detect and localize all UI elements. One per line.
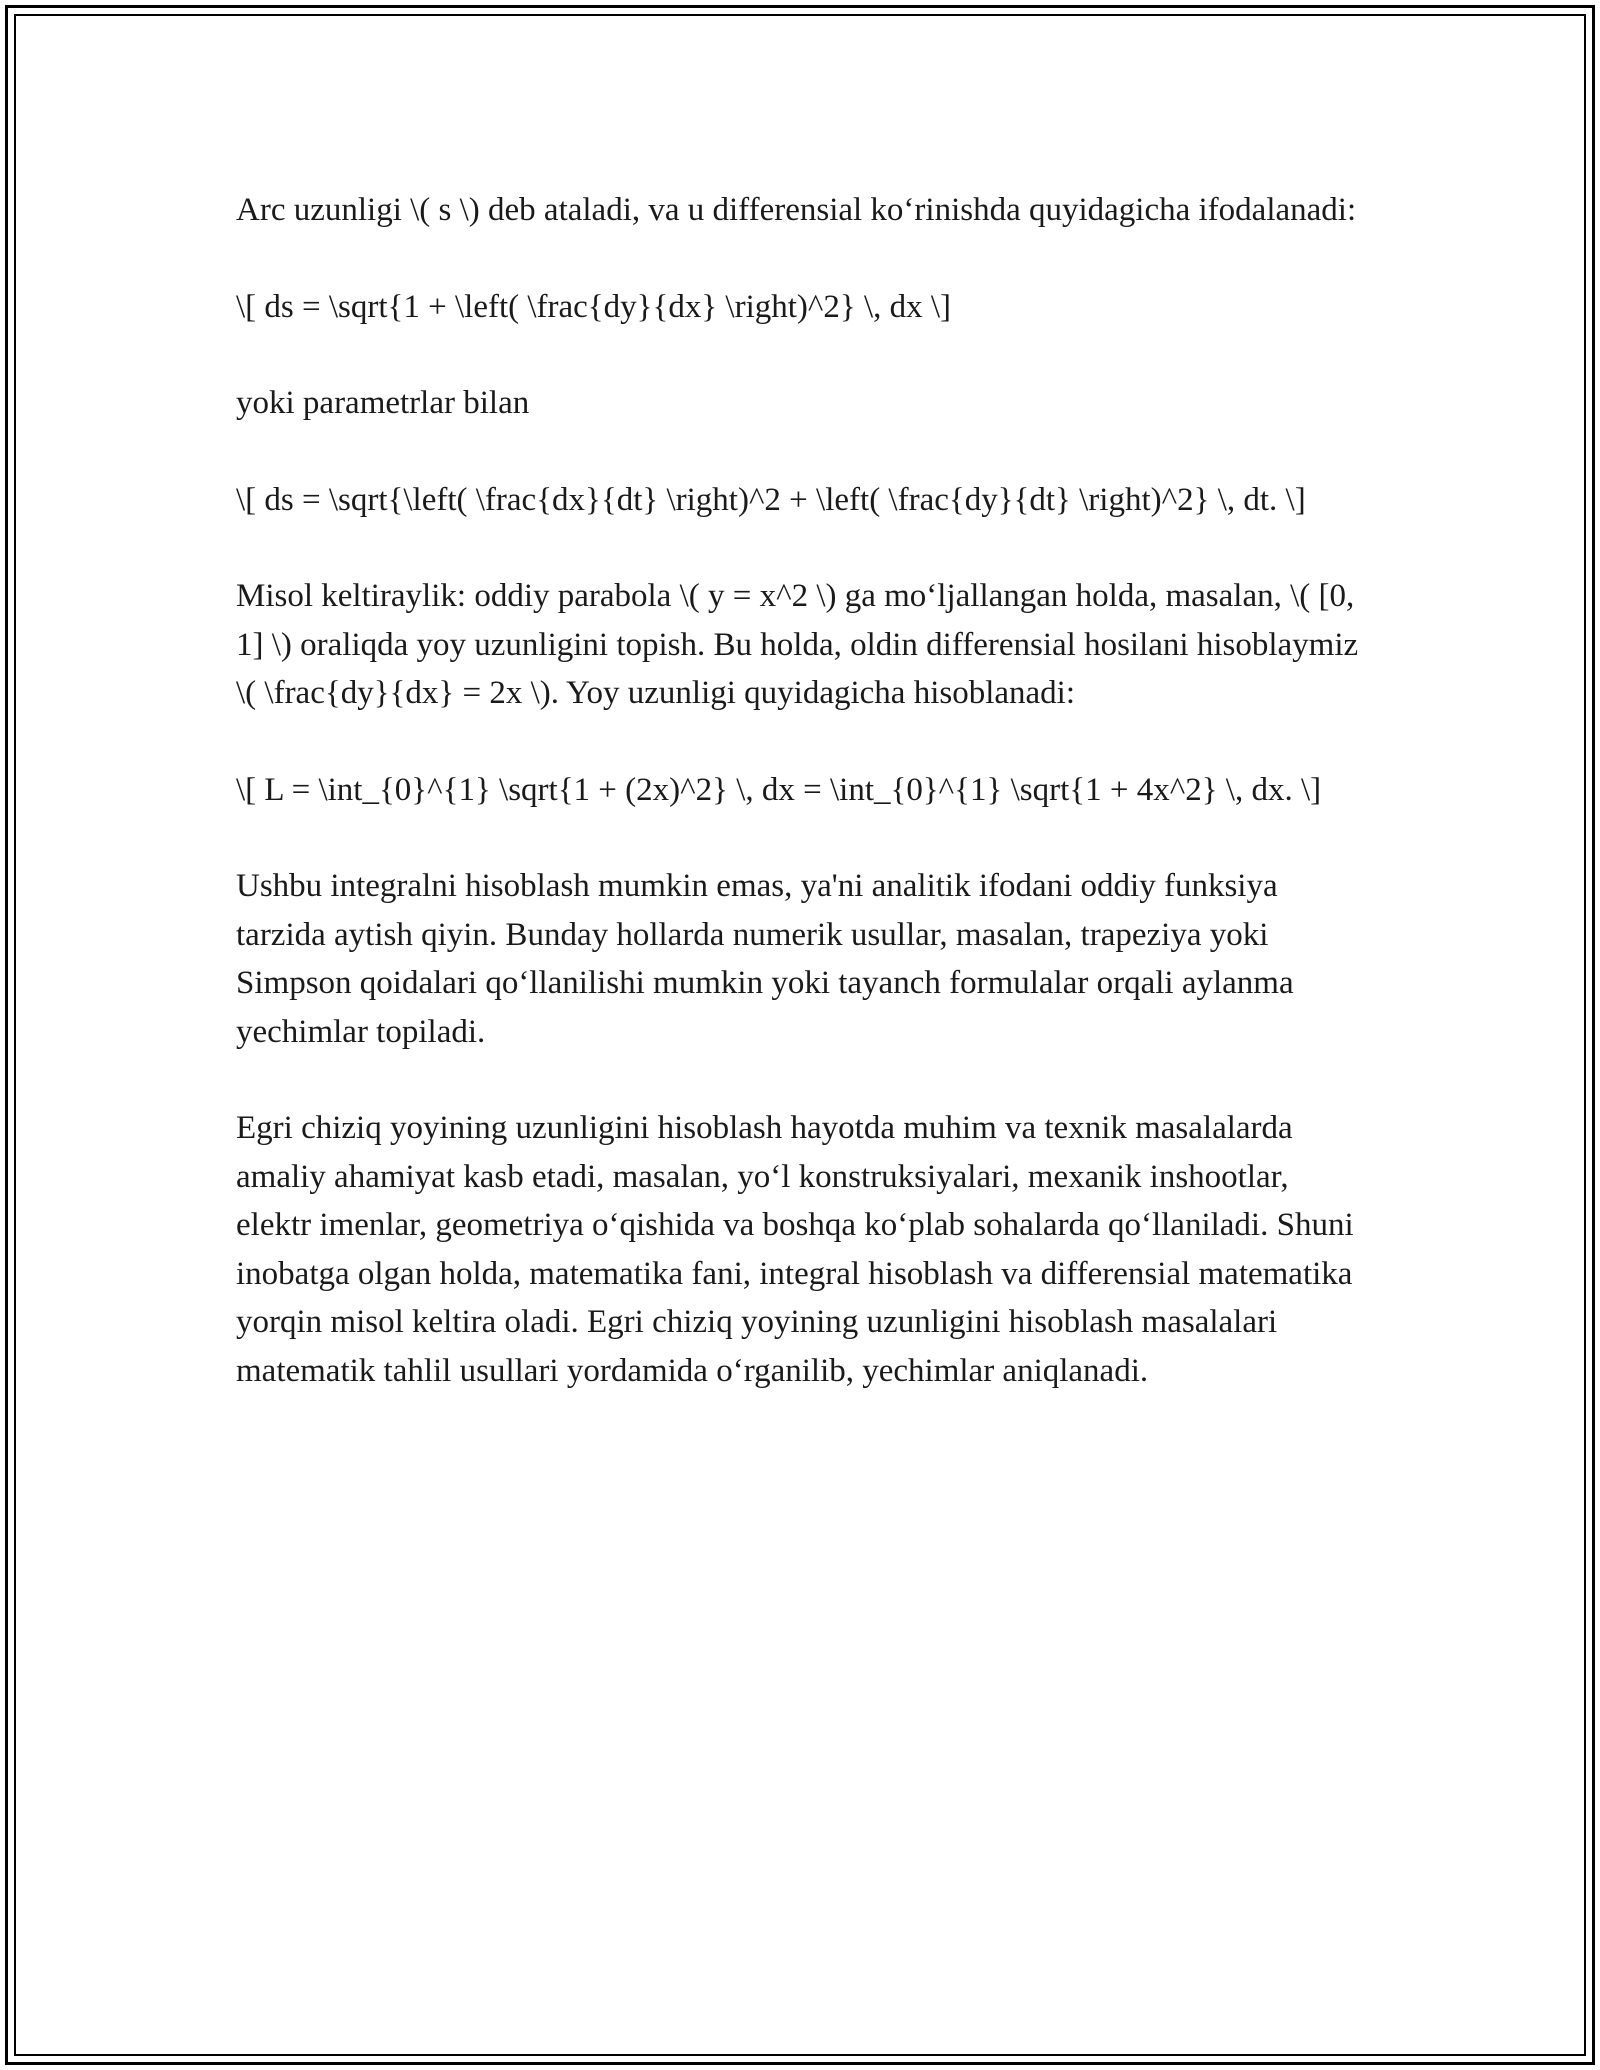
paragraph-parabola-example: Misol keltiraylik: oddiy parabola \( y = x^2 \) ga mo‘ljallangan holda, masalan, \( [0, 1] \) oraliqda yoy uzunligini topish. Bu holda, oldin differensial hosilani hisoblaymiz \( \frac{dy}{dx} = 2x \). Yoy uzunligi quyidagicha hisoblanadi: xyxy=(236,578,1359,711)
formula-arc-length-integral: \[ L = \int_{0}^{1} \sqrt{1 + (2x)^2} \, dx = \int_{0}^{1} \sqrt{1 + 4x^2} \, dx. \] xyxy=(236,771,1322,808)
paragraph-applications: Egri chiziq yoyining uzunligini hisoblash hayotda muhim va texnik masalalarda amaliy ahamiyat kasb etadi, masalan, yo‘l konstruksiyalari, mexanik inshootlar, elektr imenlar, geometriya o‘qishida va boshqa ko‘plab sohalarda qo‘llaniladi. Shuni inobatga olgan holda, matematika fani, integral hisoblash va differensial matematika yorqin misol keltira oladi. Egri chiziq yoyining uzunligini hisoblash masalalari matematik tahlil usullari yordamida o‘rganilib, yechimlar aniqlanadi. xyxy=(236,1110,1354,1389)
paragraph-parametric-intro: yoki parametrlar bilan xyxy=(236,385,530,421)
document-body xyxy=(236,186,1371,1443)
formula-ds-parametric: \[ ds = \sqrt{\left( \frac{dx}{dt} \right)^2 + \left( \frac{dy}{dt} \right)^2} \, dt. \] xyxy=(236,481,1306,518)
paragraph-numerical-methods: Ushbu integralni hisoblash mumkin emas, ya'ni analitik ifodani oddiy funksiya tarzida aytish qiyin. Bunday hollarda numerik usullar, masalan, trapeziya yoki Simpson qoidalari qo‘llanilishi mumkin yoki tayanch formulalar orqali aylanma yechimlar topiladi. xyxy=(236,868,1294,1050)
formula-ds-cartesian: \[ ds = \sqrt{1 + \left( \frac{dy}{dx} \right)^2} \, dx \] xyxy=(236,288,952,325)
paragraph-arc-length-intro: Arc uzunligi \( s \) deb ataladi, va u differensial ko‘rinishda quyidagicha ifodalanadi: xyxy=(236,192,1357,228)
